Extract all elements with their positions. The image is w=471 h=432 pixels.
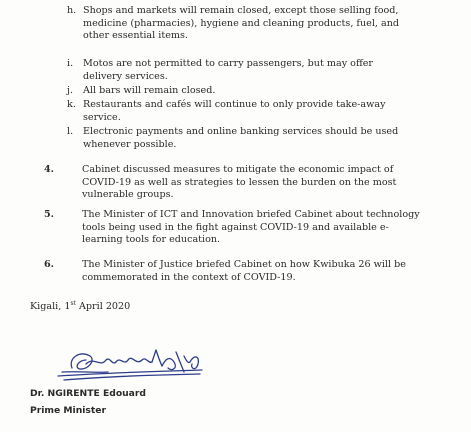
ordinal-suffix: st bbox=[70, 300, 76, 307]
list-item-text: Motos are not permitted to carry passengers, but may offer delivery services. bbox=[83, 58, 374, 82]
list-item-letter: l. bbox=[67, 126, 74, 137]
list-item-text: Restaurants and cafés will continue to only provide take-away service. bbox=[83, 99, 386, 123]
item-text: Cabinet discussed measures to mitigate the economic impact of COVID-19 as well as strategies to lessen the burden on the most vulnerable groups. bbox=[82, 164, 397, 201]
list-item-i bbox=[67, 58, 413, 83]
list-item-letter: h. bbox=[67, 5, 77, 16]
list-item-j bbox=[67, 85, 413, 98]
item-number: 6. bbox=[44, 259, 55, 270]
handwritten-signature bbox=[50, 342, 210, 386]
item-number: 4. bbox=[44, 164, 55, 175]
list-item-letter: j. bbox=[67, 85, 74, 96]
item-text: The Minister of ICT and Innovation briefed Cabinet about technology tools being used in the fight against COVID-19 and available e-learning tools for education. bbox=[82, 209, 420, 246]
list-item-l bbox=[67, 126, 413, 151]
item-number: 5. bbox=[44, 209, 55, 220]
date: April 2020 bbox=[75, 301, 131, 312]
signatory-title: Prime Minister bbox=[30, 405, 107, 416]
list-item-letter: i. bbox=[67, 58, 74, 69]
list-item-text: All bars will remain closed. bbox=[83, 85, 216, 96]
place: Kigali, 1 bbox=[30, 301, 71, 312]
list-item-text: Shops and markets will remain closed, except those selling food, medicine (pharmacies), hygiene and cleaning products, fuel, and other essential items. bbox=[83, 5, 400, 42]
signatory-name: Dr. NGIRENTE Edouard bbox=[30, 388, 146, 399]
item-text: The Minister of Justice briefed Cabinet on how Kwibuka 26 will be commemorated in the context of COVID-19. bbox=[82, 259, 406, 283]
list-item-k bbox=[67, 99, 413, 124]
list-item-text: Electronic payments and online banking services should be used whenever possible. bbox=[83, 126, 399, 150]
list-item-letter: k. bbox=[67, 99, 76, 110]
list-item-h bbox=[67, 5, 413, 43]
place-and-date bbox=[30, 301, 130, 314]
